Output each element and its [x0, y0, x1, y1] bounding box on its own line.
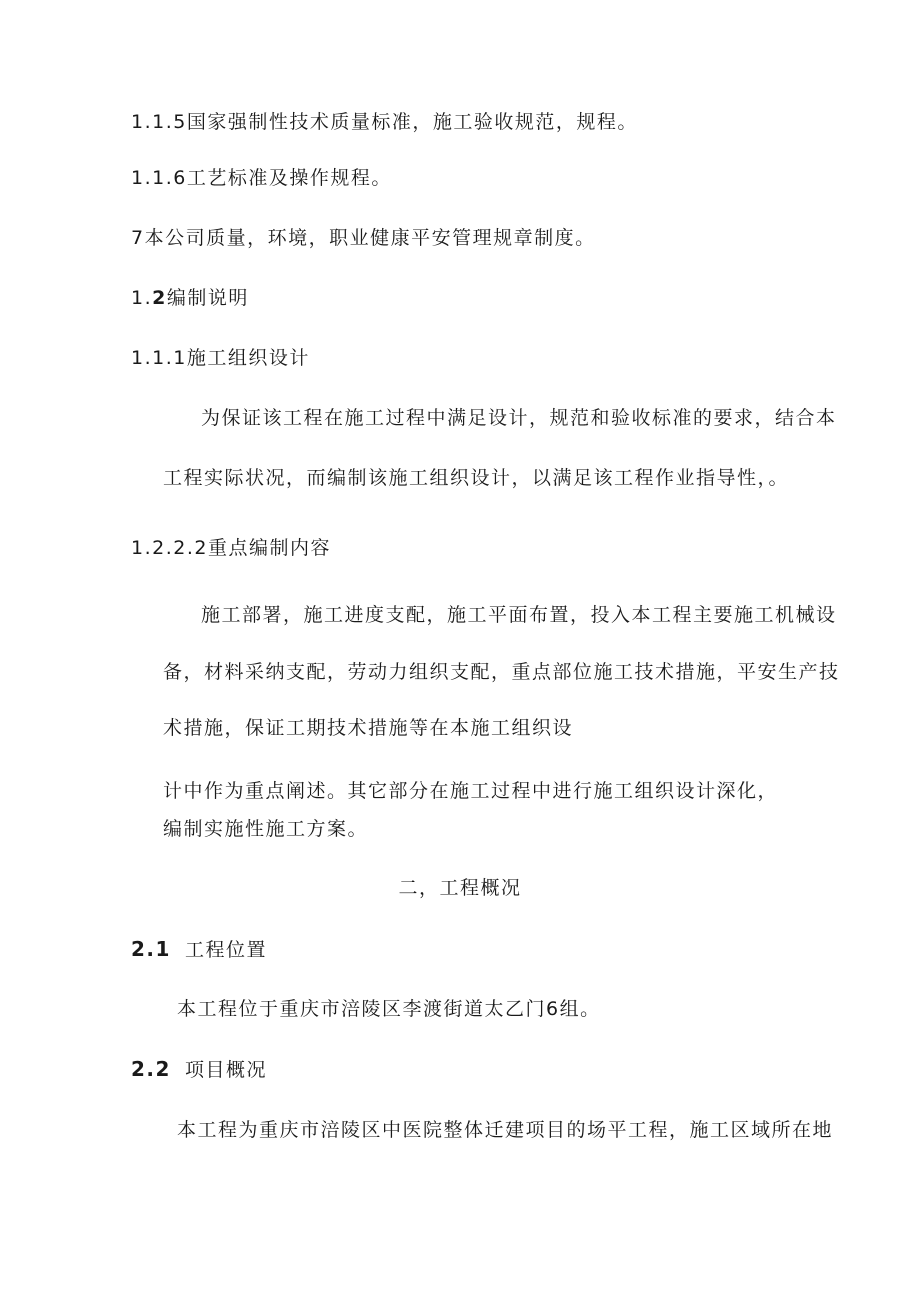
paragraph-line: 术措施，保证工期技术措施等在本施工组织设 [163, 717, 574, 739]
paragraph-line: 计中作为重点阐述。其它部分在施工过程中进行施工组织设计深化， [163, 780, 779, 802]
subsection-1-2-2-2-heading: 1.2.2.2重点编制内容 [131, 537, 331, 559]
section-2-1-number: 2.1 [131, 937, 171, 961]
section-2-1-heading [131, 937, 267, 962]
section-1-2-number-prefix: 1. [131, 287, 153, 309]
section-1-2-heading [131, 286, 249, 310]
section-1-2-title: 编制说明 [166, 287, 249, 309]
paragraph-line: 编制实施性施工方案。 [163, 818, 369, 840]
paragraph-line: 为保证该工程在施工过程中满足设计，规范和验收标准的要求，结合本 [201, 407, 837, 429]
clause-1-1-6: 1.1.6工艺标准及操作规程。 [131, 167, 392, 189]
section-1-2-number-main: 2 [152, 287, 167, 309]
section-2-2-title: 项目概况 [184, 1059, 267, 1081]
section-2-1-title: 工程位置 [184, 939, 267, 961]
section-2-2-heading [131, 1057, 267, 1082]
clause-1-1-5: 1.1.5国家强制性技术质量标准，施工验收规范，规程。 [131, 111, 638, 133]
paragraph-line: 本工程为重庆市涪陵区中医院整体迁建项目的场平工程，施工区域所在地 [177, 1119, 834, 1141]
paragraph-line: 备，材料采纳支配，劳动力组织支配，重点部位施工技术措施，平安生产技 [163, 661, 840, 683]
paragraph-line: 本工程位于重庆市涪陵区李渡街道太乙门6组。 [177, 998, 601, 1020]
subsection-1-1-1-heading: 1.1.1施工组织设计 [131, 347, 310, 369]
paragraph-line: 施工部署，施工进度支配，施工平面布置，投入本工程主要施工机械设 [201, 604, 837, 626]
paragraph-line: 工程实际状况，而编制该施工组织设计，以满足该工程作业指导性，。 [163, 467, 790, 489]
chapter-2-title: 二，工程概况 [398, 877, 522, 899]
section-2-2-number: 2.2 [131, 1057, 171, 1081]
clause-7: 7本公司质量，环境，职业健康平安管理规章制度。 [131, 227, 596, 249]
